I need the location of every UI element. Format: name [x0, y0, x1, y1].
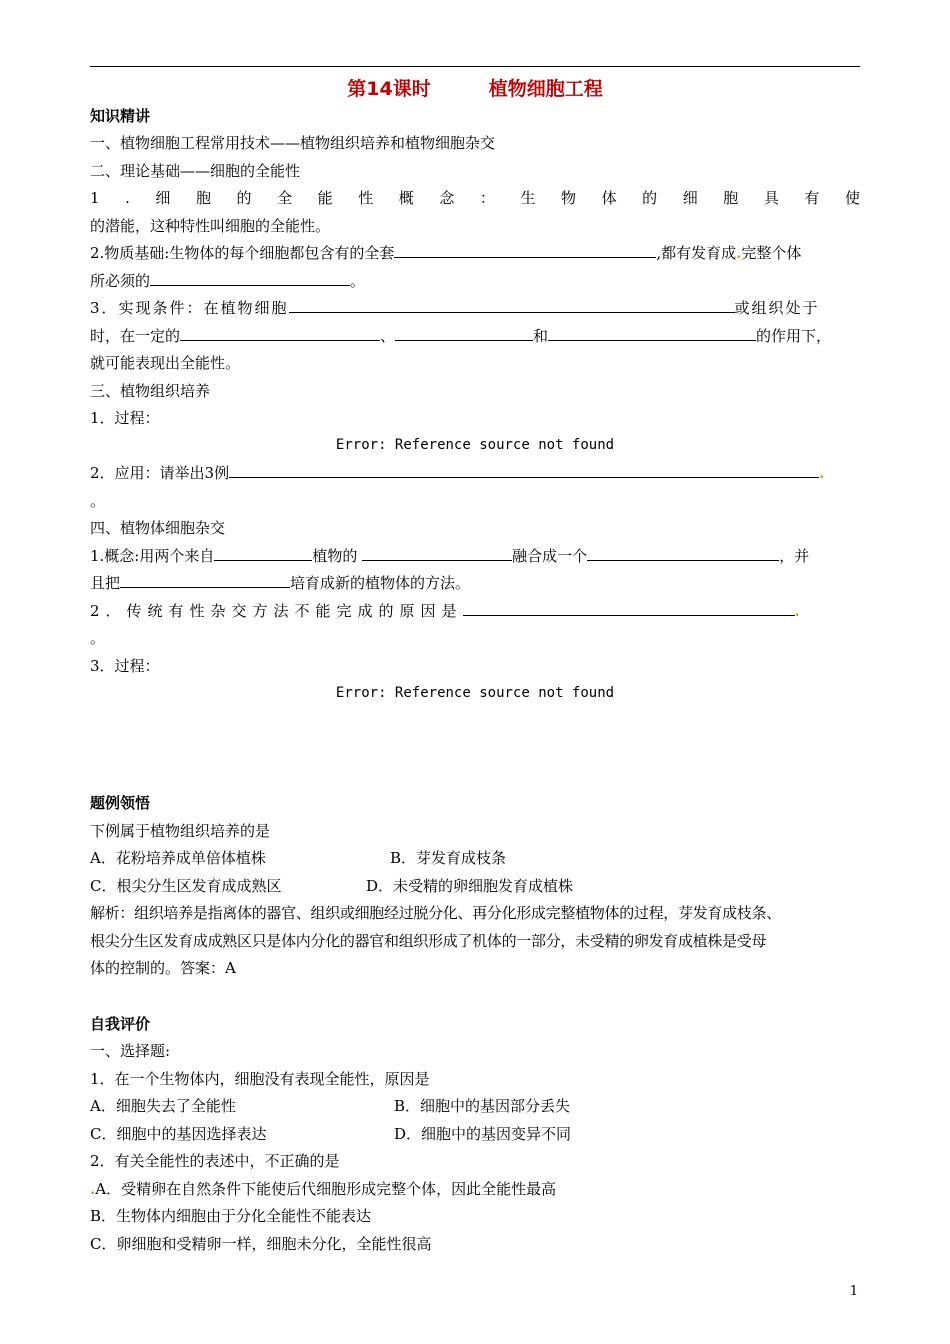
- conditions-line1: 3．实现条件：在植物细胞 或组织处于: [90, 299, 820, 317]
- example-options-row1: [90, 848, 860, 868]
- question-1: 1．在一个生物体内，细胞没有表现全能性，原因是: [90, 1070, 430, 1088]
- analysis-line1: 解析：组织培养是指离体的器官、组织或细胞经过脱分化、再分化形成完整植物体的过程，芽发育成枝条、: [90, 904, 781, 922]
- blank-field[interactable]: [120, 573, 290, 588]
- q1-options-row1: [90, 1096, 860, 1116]
- fusion-reason: 2．传统有性杂交方法不能完成的原因是 .: [90, 602, 800, 620]
- example-options-row2: [90, 876, 860, 896]
- page-number: 1: [849, 1284, 858, 1299]
- blank-field[interactable]: [587, 546, 779, 561]
- section-3-process: 1．过程：: [90, 409, 160, 427]
- blank-field[interactable]: [395, 326, 533, 341]
- section-4-process: 3．过程：: [90, 657, 160, 675]
- q1-option-c: C．细胞中的基因选择表达: [90, 1125, 267, 1143]
- question-2: 2．有关全能性的表述中，不正确的是: [90, 1152, 340, 1170]
- knowledge-heading: 知识精讲: [90, 107, 151, 125]
- option-d: D．未受精的卵细胞发育成植株: [366, 877, 574, 895]
- option-a: A．花粉培养成单倍体植株: [90, 849, 266, 867]
- analysis-line3: 体的控制的。答案：A: [90, 959, 236, 977]
- blank-field[interactable]: [229, 463, 819, 478]
- analysis-line2: 根尖分生区发育成成熟区只是体内分化的器官和组织形成了机体的一部分，未受精的卵发育成植株是受母: [90, 932, 767, 950]
- fusion-concept-line2: 且把 培育成新的植物体的方法。: [90, 574, 471, 592]
- conditions-line3: 就可能表现出全能性。: [90, 354, 241, 372]
- page-title: [0, 74, 950, 101]
- totipotency-definition-line2: 的潜能，这种特性叫细胞的全能性。: [90, 217, 331, 235]
- section-4: 四、植物体细胞杂交: [90, 519, 226, 537]
- q2-option-c: C．卵细胞和受精卵一样，细胞未分化，全能性很高: [90, 1235, 432, 1253]
- choice-section: 一、选择题:: [90, 1042, 171, 1060]
- blank-field[interactable]: [180, 326, 380, 341]
- period-mark: 。: [90, 492, 106, 510]
- section-3: 三、植物组织培养: [90, 382, 211, 400]
- top-rule: [90, 66, 860, 67]
- blank-field[interactable]: [548, 326, 756, 341]
- q1-option-d: D．细胞中的基因变异不同: [394, 1125, 572, 1143]
- q1-option-a: A．细胞失去了全能性: [90, 1097, 236, 1115]
- reference-error: Error: Reference source not found: [335, 437, 615, 453]
- option-c: C．根尖分生区发育成成熟区: [90, 877, 282, 895]
- example-heading: 题例领悟: [90, 794, 151, 812]
- q2-option-a: .A．受精卵在自然条件下能使后代细胞形成完整个体，因此全能性最高: [90, 1180, 557, 1198]
- fusion-concept-line1: 1.概念:用两个来自 植物的 融合成一个 ，并: [90, 547, 810, 565]
- lesson-number: 第14课时: [347, 78, 431, 100]
- option-b: B．芽发育成枝条: [390, 849, 507, 867]
- blank-field[interactable]: [289, 298, 735, 313]
- conditions-line2: 时，在一定的 、 和 的作用下，: [90, 327, 832, 345]
- period-mark: 。: [90, 629, 106, 647]
- blank-field[interactable]: [394, 243, 656, 258]
- reference-error: Error: Reference source not found: [335, 685, 615, 701]
- blank-field[interactable]: [463, 601, 795, 616]
- example-question: 下例属于植物组织培养的是: [90, 822, 271, 840]
- totipotency-definition-line1: 1 . 细 胞 的 全 能 性 概 念 ： 生 物 体 的 细 胞 具 有 使: [90, 189, 860, 207]
- material-basis-line2: 所必须的 。: [90, 272, 366, 290]
- blank-field[interactable]: [150, 271, 350, 286]
- lesson-topic: 植物细胞工程: [488, 78, 603, 100]
- section-3-application: 2．应用：请举出3例 .: [90, 464, 825, 482]
- self-eval-heading: 自我评价: [90, 1015, 151, 1033]
- material-basis-line1: 2.物质基础:生物体的每个细胞都包含有的全套 ,都有发育成.完整个体: [90, 244, 802, 262]
- section-2: 二、理论基础——细胞的全能性: [90, 162, 301, 180]
- q1-options-row2: [90, 1124, 860, 1144]
- blank-field[interactable]: [362, 546, 512, 561]
- blank-field[interactable]: [214, 546, 312, 561]
- q2-option-b: B．生物体内细胞由于分化全能性不能表达: [90, 1207, 372, 1225]
- section-1: 一、植物细胞工程常用技术——植物组织培养和植物细胞杂交: [90, 134, 496, 152]
- q1-option-b: B．细胞中的基因部分丢失: [394, 1097, 571, 1115]
